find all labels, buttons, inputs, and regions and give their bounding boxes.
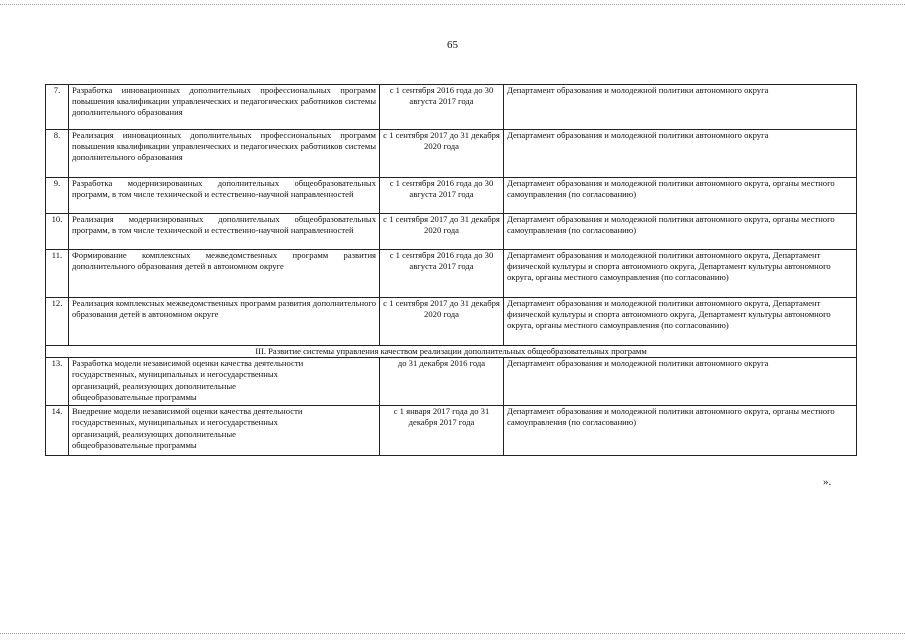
activity-line: Внедрение модели независимой оценки качества деятельности [72, 406, 303, 417]
term-cell: с 1 сентября 2017 до 31 декабря 2020 года [380, 214, 504, 250]
activity-cell: Реализация инновационных дополнительных профессиональных программ повышения квалификации управленческих и педагогических работников системы дополнительного образования [69, 130, 380, 178]
executors-cell: Департамент образования и молодежной политики автономного округа, органы местного самоуправления (по согласованию) [504, 406, 857, 456]
executors-cell: Департамент образования и молодежной политики автономного округа, Департамент физической культуры и спорта автономного округа, Департамент культуры автономного округа, органы местного самоуправления (по согласованию) [504, 298, 857, 346]
closing-quote-mark: ». [823, 476, 832, 488]
page-number: 65 [447, 39, 458, 51]
row-number: 9. [46, 178, 69, 214]
term-cell: с 1 сентября 2016 года до 30 августа 2017 года [380, 85, 504, 130]
activity-line: государственных, муниципальных и негосударственных [72, 417, 278, 428]
term-cell: до 31 декабря 2016 года [380, 358, 504, 406]
executors-cell: Департамент образования и молодежной политики автономного округа, органы местного самоуправления (по согласованию) [504, 214, 857, 250]
activity-line: организаций, реализующих дополнительные [72, 380, 236, 391]
row-number: 13. [46, 358, 69, 406]
row-number: 7. [46, 85, 69, 130]
section-heading-row [46, 346, 857, 358]
table-row [46, 178, 857, 214]
activity-line: государственных, муниципальных и негосударственных [72, 369, 278, 380]
row-number: 12. [46, 298, 69, 346]
table-row [46, 406, 857, 456]
activity-cell: Формирование комплексных межведомственных программ развития дополнительного образования детей в автономном округе [69, 250, 380, 298]
row-number: 11. [46, 250, 69, 298]
executors-cell: Департамент образования и молодежной политики автономного округа, Департамент физической культуры и спорта автономного округа, Департамент культуры автономного округа, органы местного самоуправления (по согласованию) [504, 250, 857, 298]
activity-line: Разработка модели независимой оценки качества деятельности [72, 358, 304, 369]
activity-cell: Реализация комплексных межведомственных программ развития дополнительного образования детей в автономном округе [69, 298, 380, 346]
term-cell: с 1 сентября 2017 до 31 декабря 2020 года [380, 130, 504, 178]
activity-plan-table [45, 84, 857, 456]
table-row [46, 358, 857, 406]
term-cell: с 1 сентября 2016 года до 30 августа 2017 года [380, 250, 504, 298]
executors-cell: Департамент образования и молодежной политики автономного округа [504, 85, 857, 130]
activity-line: общеобразовательные программы [72, 439, 197, 450]
activity-cell: Разработка модернизированных дополнительных общеобразовательных программ, в том числе технической и естественно-научной направленностей [69, 178, 380, 214]
table-row [46, 214, 857, 250]
term-cell: с 1 января 2017 года до 31 декабря 2017 года [380, 406, 504, 456]
activity-cell: Реализация модернизированных дополнительных общеобразовательных программ, в том числе технической и естественно-научной направленностей [69, 214, 380, 250]
executors-cell: Департамент образования и молодежной политики автономного округа [504, 358, 857, 406]
scan-edge-bottom [0, 633, 905, 634]
executors-cell: Департамент образования и молодежной политики автономного округа [504, 130, 857, 178]
row-number: 10. [46, 214, 69, 250]
table-row [46, 85, 857, 130]
table-row [46, 298, 857, 346]
row-number: 8. [46, 130, 69, 178]
activity-cell: Разработка инновационных дополнительных профессиональных программ повышения квалификации управленческих и педагогических работников системы дополнительного образования [69, 85, 380, 130]
activity-line: организаций, реализующих дополнительные [72, 428, 236, 439]
term-cell: с 1 сентября 2017 до 31 декабря 2020 года [380, 298, 504, 346]
scan-edge-top [0, 4, 905, 5]
table-row [46, 130, 857, 178]
row-number: 14. [46, 406, 69, 456]
executors-cell: Департамент образования и молодежной политики автономного округа, органы местного самоуправления (по согласованию) [504, 178, 857, 214]
term-cell: с 1 сентября 2016 года до 30 августа 2017 года [380, 178, 504, 214]
activity-line: общеобразовательные программы [72, 391, 197, 402]
table-row [46, 250, 857, 298]
activity-cell [69, 358, 380, 406]
activity-cell [69, 406, 380, 456]
section-heading: III. Развитие системы управления качеством реализации дополнительных общеобразовательных программ [46, 346, 857, 358]
